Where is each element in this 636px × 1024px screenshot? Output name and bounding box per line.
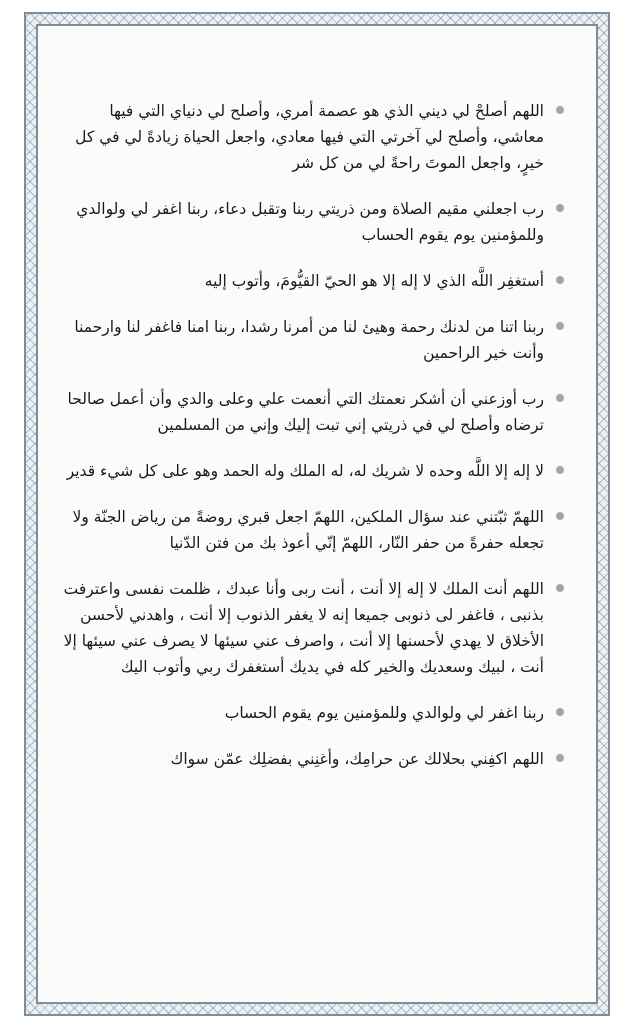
dua-text: رب اجعلني مقيم الصلاة ومن ذريتي ربنا وتقبل دعاء، ربنا اغفر لي ولوالدي وللمؤمنين يوم يقوم الحساب xyxy=(76,200,544,244)
content-panel xyxy=(36,24,598,1004)
bullet-icon xyxy=(556,754,564,762)
dua-item xyxy=(60,386,566,438)
bullet-icon xyxy=(556,204,564,212)
bullet-icon xyxy=(556,708,564,716)
dua-item xyxy=(60,98,566,176)
dua-text: اللهم أنت الملك لا إله إلا أنت ، أنت ربى وأنا عبدك ، ظلمت نفسى واعترفت بذنبى ، فاغفر لى ذنوبى جميعا إنه لا يغفر الذنوب إلا أنت ، واهدني لأحسن الأخلاق لا يهدي لأحسنها إلا أنت ، واصرف عني سيئها لا يصرف عني سيئها إلا أنت ، لبيك وسعديك والخير كله في يديك أستغفرك ربي وأتوب اليك xyxy=(63,580,544,676)
dua-item xyxy=(60,314,566,366)
dua-list xyxy=(60,98,566,772)
dua-item xyxy=(60,746,566,772)
bullet-icon xyxy=(556,322,564,330)
dua-text: لا إله إلا اللَّه وحده لا شريك له، له الملك وله الحمد وهو على كل شيء قدير xyxy=(66,462,544,480)
dua-text: أستغفِر اللَّه الذي لا إله إلا هو الحيّ القيُّومَ، وأتوب إليه xyxy=(204,272,544,290)
bullet-icon xyxy=(556,584,564,592)
bullet-icon xyxy=(556,466,564,474)
dua-text: رب أوزعني أن أشكر نعمتك التي أنعمت علي وعلى والدي وأن أعمل صالحا ترضاه وأصلح لي في ذريتي إني تبت إليك وإني من المسلمين xyxy=(67,390,544,434)
dua-item xyxy=(60,504,566,556)
bullet-icon xyxy=(556,106,564,114)
dua-text: اللهمّ ثبّتني عند سؤال الملكين، اللهمّ اجعل قبري روضةً من رياض الجنّة ولا تجعله حفرةً من حفر النّار، اللهمّ إنّي أعوذ بك من فتن الدّنيا xyxy=(72,508,544,552)
dua-item xyxy=(60,196,566,248)
dua-list-container xyxy=(60,98,566,772)
bullet-icon xyxy=(556,394,564,402)
dua-text: ربنا اغفر لي ولوالدي وللمؤمنين يوم يقوم الحساب xyxy=(224,704,544,722)
bullet-icon xyxy=(556,512,564,520)
dua-text: اللهم أصلحْ لي ديني الذي هو عصمة أمري، وأصلح لي دنياي التي فيها معاشي، وأصلح لي آخرتي التي فيها معادي، واجعل الحياة زيادةً لي في كل خيرٍ، واجعل الموتَ راحةً لي من كل شر xyxy=(75,102,544,172)
decorative-border xyxy=(24,12,610,1016)
bullet-icon xyxy=(556,276,564,284)
dua-item xyxy=(60,268,566,294)
dua-item xyxy=(60,700,566,726)
dua-item xyxy=(60,458,566,484)
dua-text: اللهم اكفِني بحلالك عن حرامِك، وأغنِني بفضلِك عمّن سواك xyxy=(170,750,544,768)
dua-item xyxy=(60,576,566,680)
dua-text: ربنا اتنا من لدنك رحمة وهيئ لنا من أمرنا رشدا، ربنا امنا فاغفر لنا وارحمنا وأنت خير الراحمين xyxy=(74,318,544,362)
